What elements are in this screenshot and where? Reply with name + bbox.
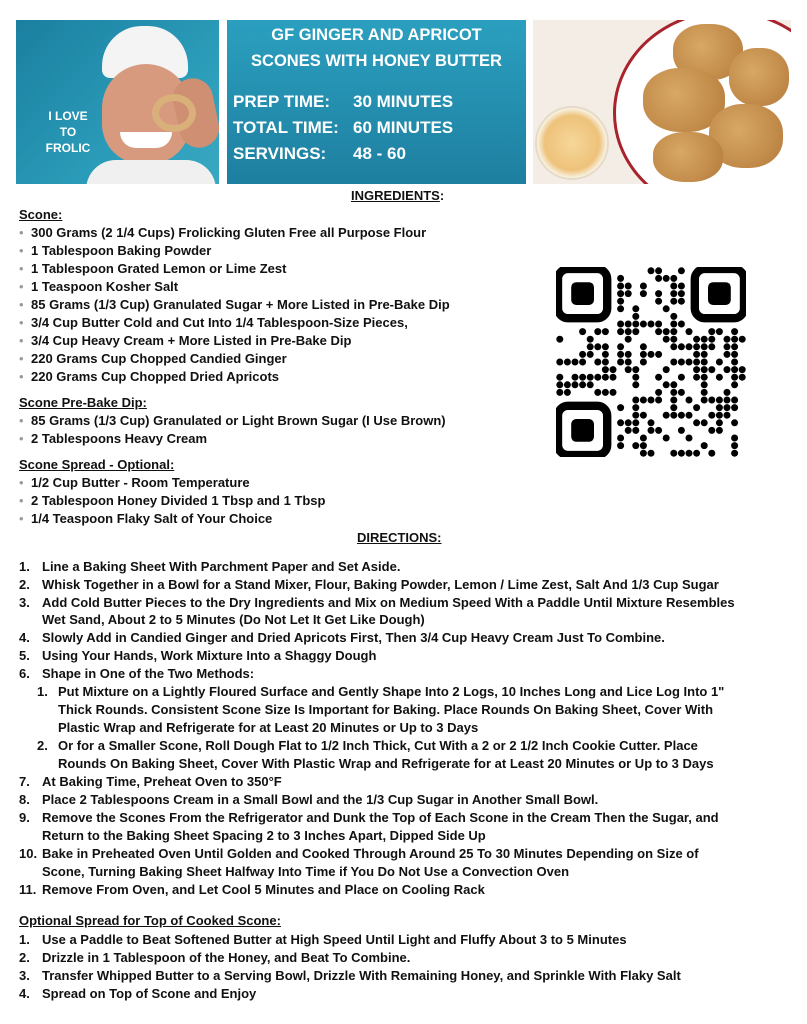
qr-module — [632, 404, 639, 411]
qr-module — [670, 328, 677, 335]
servings-label: SERVINGS: — [233, 144, 327, 163]
qr-module — [716, 427, 723, 434]
step-number: 2. — [19, 577, 30, 592]
qr-module — [708, 427, 715, 434]
qr-module — [663, 275, 670, 282]
ingredient-item: • 2 Tablespoons Heavy Cream — [19, 431, 208, 446]
qr-module — [602, 359, 609, 366]
love-line: FROLIC — [45, 141, 91, 155]
qr-module — [670, 359, 677, 366]
qr-module — [678, 343, 685, 350]
step-number: 9. — [19, 810, 30, 825]
qr-module — [693, 359, 700, 366]
qr-module — [663, 328, 670, 335]
step-number: 10. — [19, 846, 38, 861]
qr-module — [556, 374, 563, 381]
qr-module — [617, 298, 624, 305]
qr-module — [632, 412, 639, 419]
prep-time-value: 30 MINUTES — [353, 92, 454, 111]
qr-module — [670, 343, 677, 350]
qr-module — [663, 381, 670, 388]
qr-module — [670, 290, 677, 297]
qr-code[interactable] — [556, 267, 746, 457]
direction-step: 4. Slowly Add in Candied Ginger and Dried Apricots First, Then 3/4 Cup Heavy Cream Just To Combine. — [19, 630, 665, 645]
qr-module — [701, 359, 708, 366]
step-number: 2. — [37, 738, 48, 753]
qr-module — [701, 442, 708, 449]
scone-graphic — [653, 132, 723, 182]
qr-module — [564, 359, 571, 366]
qr-module — [678, 412, 685, 419]
qr-module — [686, 343, 693, 350]
ingredients-heading — [351, 188, 444, 203]
direction-step: 2. Whisk Together in a Bowl for a Stand Mixer, Flour, Baking Powder, Lemon / Lime Zest, Salt And 1/3 Cup Sugar — [19, 577, 719, 592]
qr-module — [610, 374, 617, 381]
qr-module — [610, 389, 617, 396]
qr-module — [708, 450, 715, 457]
qr-module — [587, 343, 594, 350]
qr-module — [678, 427, 685, 434]
ingredient-item: • 1 Tablespoon Baking Powder — [19, 243, 212, 258]
qr-module — [701, 374, 708, 381]
step-number: 7. — [19, 774, 30, 789]
qr-module — [587, 351, 594, 358]
ingredient-item: • 1 Teaspoon Kosher Salt — [19, 279, 179, 294]
qr-module — [731, 374, 738, 381]
qr-module — [701, 351, 708, 358]
ingredient-item: • 3/4 Cup Heavy Cream + More Listed in Pre-Bake Dip — [19, 333, 352, 348]
chef-shirt-graphic — [86, 160, 216, 184]
ingredient-item: • 1/4 Teaspoon Flaky Salt of Your Choice — [19, 511, 273, 526]
qr-module — [632, 366, 639, 373]
qr-module — [678, 321, 685, 328]
qr-module — [739, 336, 746, 343]
qr-module — [670, 450, 677, 457]
step-number: 1. — [19, 559, 30, 574]
spread-step: 3. Transfer Whipped Butter to a Serving Bowl, Drizzle With Remaining Honey, and Sprinkle With Flaky Salt — [19, 968, 681, 983]
qr-module — [556, 359, 563, 366]
qr-module — [686, 328, 693, 335]
qr-module — [724, 389, 731, 396]
ingredient-group-title: Scone Spread - Optional: — [19, 457, 175, 472]
qr-module — [648, 351, 655, 358]
love-line: TO — [59, 125, 77, 139]
qr-module — [564, 389, 571, 396]
qr-module — [655, 267, 662, 274]
qr-module — [602, 366, 609, 373]
love-to-frolic-text — [40, 108, 96, 156]
qr-module — [648, 397, 655, 404]
qr-module — [625, 366, 632, 373]
qr-module — [655, 427, 662, 434]
qr-module — [632, 397, 639, 404]
ingredient-item: • 1 Tablespoon Grated Lemon or Lime Zest — [19, 261, 287, 276]
qr-module — [655, 321, 662, 328]
qr-module — [594, 389, 601, 396]
qr-module — [678, 450, 685, 457]
qr-module — [617, 343, 624, 350]
qr-module — [724, 404, 731, 411]
qr-module — [670, 321, 677, 328]
qr-module — [708, 336, 715, 343]
qr-module — [632, 381, 639, 388]
ingredients-heading-text: INGREDIENTS — [351, 188, 440, 203]
qr-module — [708, 366, 715, 373]
qr-module — [701, 389, 708, 396]
qr-module — [617, 419, 624, 426]
ingredient-group-title: Scone: — [19, 207, 63, 222]
recipe-title-line: GF GINGER AND APRICOT — [271, 26, 482, 44]
qr-module — [693, 336, 700, 343]
qr-module — [564, 381, 571, 388]
qr-module — [594, 359, 601, 366]
qr-module — [701, 397, 708, 404]
qr-module — [731, 381, 738, 388]
qr-module — [648, 419, 655, 426]
qr-module — [617, 435, 624, 442]
ingredient-item: • 2 Tablespoon Honey Divided 1 Tbsp and 1 Tbsp — [19, 493, 326, 508]
qr-module — [678, 374, 685, 381]
qr-module — [670, 397, 677, 404]
honey-butter-bowl-graphic — [535, 106, 609, 180]
qr-module — [572, 359, 579, 366]
qr-module — [663, 366, 670, 373]
qr-module — [701, 419, 708, 426]
qr-module — [602, 351, 609, 358]
qr-module — [701, 381, 708, 388]
qr-module — [617, 404, 624, 411]
direction-substep: 1. Put Mixture on a Lightly Floured Surface and Gently Shape Into 2 Logs, 10 Inches Long and Lice Log Into 1" — [37, 684, 725, 699]
qr-module — [602, 328, 609, 335]
chef-smile-graphic — [120, 132, 172, 148]
ring-graphic — [152, 94, 196, 132]
qr-module — [670, 336, 677, 343]
directions-heading: DIRECTIONS: — [357, 530, 442, 545]
qr-module — [610, 366, 617, 373]
qr-module — [663, 412, 670, 419]
qr-module — [693, 374, 700, 381]
spread-step: 1. Use a Paddle to Beat Softened Butter at High Speed Until Light and Fluffy About 3 to 5 Minutes — [19, 932, 627, 947]
direction-substep: 2. Or for a Smaller Scone, Roll Dough Flat to 1/2 Inch Thick, Cut With a 2 or 2 1/2 Inch Cookie Cutter. Place — [37, 738, 698, 753]
qr-module — [625, 419, 632, 426]
qr-module — [625, 427, 632, 434]
qr-module — [625, 336, 632, 343]
qr-module — [640, 359, 647, 366]
qr-module — [724, 343, 731, 350]
qr-module — [617, 359, 624, 366]
qr-module — [632, 442, 639, 449]
qr-module — [587, 374, 594, 381]
qr-module — [579, 351, 586, 358]
qr-module — [724, 351, 731, 358]
step-number: 3. — [19, 595, 30, 610]
qr-module — [739, 366, 746, 373]
qr-module — [670, 313, 677, 320]
qr-module — [716, 404, 723, 411]
direction-step: 11. Remove From Oven, and Let Cool 5 Minutes and Place on Cooling Rack — [19, 882, 485, 897]
qr-module — [556, 389, 563, 396]
qr-module — [655, 298, 662, 305]
step-number: 5. — [19, 648, 30, 663]
qr-module — [686, 359, 693, 366]
total-time-value: 60 MINUTES — [353, 118, 454, 137]
qr-module — [716, 328, 723, 335]
qr-module — [572, 374, 579, 381]
direction-step: 7. At Baking Time, Preheat Oven to 350°F — [19, 774, 282, 789]
qr-module — [625, 283, 632, 290]
qr-module — [632, 328, 639, 335]
qr-module — [731, 359, 738, 366]
total-time-label: TOTAL TIME: — [233, 118, 339, 137]
qr-finder-center — [571, 419, 594, 442]
step-number: 6. — [19, 666, 30, 681]
qr-module — [579, 381, 586, 388]
qr-module — [693, 450, 700, 457]
qr-module — [602, 343, 609, 350]
qr-module — [655, 290, 662, 297]
ingredient-item: • 3/4 Cup Butter Cold and Cut Into 1/4 Tablespoon-Size Pieces, — [19, 315, 408, 330]
qr-module — [632, 305, 639, 312]
direction-step-continuation: Return to the Baking Sheet Spacing 2 to 3 Inches Apart, Dipped Side Up — [42, 828, 486, 843]
direction-step-continuation: Thick Rounds. Consistent Scone Size Is Important for Baking. Place Rounds On Baking Sheet, Cover With — [58, 702, 714, 717]
step-number: 4. — [19, 630, 30, 645]
qr-module — [678, 290, 685, 297]
qr-module — [640, 343, 647, 350]
ingredient-item: • 1/2 Cup Butter - Room Temperature — [19, 475, 250, 490]
direction-step: 6. Shape in One of the Two Methods: — [19, 666, 255, 681]
recipe-title-box — [227, 20, 526, 184]
qr-module — [716, 397, 723, 404]
qr-module — [731, 343, 738, 350]
qr-module — [701, 366, 708, 373]
qr-module — [594, 343, 601, 350]
servings-value: 48 - 60 — [353, 144, 406, 163]
qr-module — [731, 336, 738, 343]
spread-step: 4. Spread on Top of Scone and Enjoy — [19, 986, 257, 1001]
qr-module — [625, 328, 632, 335]
qr-module — [640, 442, 647, 449]
qr-module — [670, 275, 677, 282]
qr-module — [731, 442, 738, 449]
ingredient-item: • 220 Grams Cup Chopped Dried Apricots — [19, 369, 280, 384]
ingredient-item: • 85 Grams (1/3 Cup) Granulated or Light Brown Sugar (I Use Brown) — [19, 413, 446, 428]
qr-module — [731, 397, 738, 404]
qr-module — [617, 275, 624, 282]
qr-module — [663, 435, 670, 442]
prep-time-label: PREP TIME: — [233, 92, 330, 111]
qr-module — [572, 381, 579, 388]
qr-module — [693, 404, 700, 411]
spread-heading: Optional Spread for Top of Cooked Scone: — [19, 913, 281, 928]
step-number: 1. — [37, 684, 48, 699]
qr-module — [686, 397, 693, 404]
qr-module — [640, 397, 647, 404]
qr-module — [731, 419, 738, 426]
qr-module — [686, 435, 693, 442]
qr-module — [724, 366, 731, 373]
qr-module — [640, 321, 647, 328]
qr-module — [678, 359, 685, 366]
step-number: 3. — [19, 968, 30, 983]
direction-step-continuation: Scone, Turning Baking Sheet Halfway Into Time if You Do Not Use a Convection Oven — [42, 864, 570, 879]
qr-module — [640, 290, 647, 297]
direction-step: 10. Bake in Preheated Oven Until Golden and Cooked Through Around 25 To 30 Minutes Depending on Size of — [19, 846, 699, 861]
qr-finder-center — [571, 282, 594, 305]
qr-module — [655, 328, 662, 335]
qr-module — [632, 374, 639, 381]
qr-module — [693, 419, 700, 426]
qr-module — [579, 374, 586, 381]
qr-module — [731, 351, 738, 358]
qr-module — [632, 313, 639, 320]
recipe-title-line: SCONES WITH HONEY BUTTER — [251, 52, 502, 70]
scones-photo — [533, 20, 791, 184]
spread-step: 2. Drizzle in 1 Tablespoon of the Honey, and Beat To Combine. — [19, 950, 411, 965]
step-number: 11. — [19, 882, 37, 897]
qr-module — [716, 359, 723, 366]
direction-step-continuation: Plastic Wrap and Refrigerate for at Least 20 Minutes or Up to 3 Days — [58, 720, 479, 735]
qr-module — [686, 450, 693, 457]
qr-module — [640, 351, 647, 358]
qr-module — [617, 351, 624, 358]
qr-module — [617, 321, 624, 328]
qr-module — [617, 442, 624, 449]
direction-step: 1. Line a Baking Sheet With Parchment Paper and Set Aside. — [19, 559, 401, 574]
qr-module — [579, 359, 586, 366]
qr-finder-center — [708, 282, 731, 305]
ingredient-group-title: Scone Pre-Bake Dip: — [19, 395, 147, 410]
qr-module — [640, 283, 647, 290]
qr-module — [731, 366, 738, 373]
qr-module — [640, 412, 647, 419]
ingredients-heading-colon: : — [439, 188, 445, 203]
direction-step: 8. Place 2 Tablespoons Cream in a Small Bowl and the 1/3 Cup Sugar in Another Small Bowl. — [19, 792, 599, 807]
qr-module — [686, 412, 693, 419]
qr-module — [693, 343, 700, 350]
qr-module — [731, 328, 738, 335]
step-number: 8. — [19, 792, 30, 807]
qr-module — [663, 305, 670, 312]
qr-module — [678, 298, 685, 305]
qr-module — [625, 321, 632, 328]
qr-module — [625, 359, 632, 366]
qr-module — [731, 404, 738, 411]
qr-module — [708, 328, 715, 335]
qr-module — [648, 321, 655, 328]
direction-step: 9. Remove the Scones From the Refrigerator and Dunk the Top of Each Scone in the Cream Then the Sugar, and — [19, 810, 719, 825]
qr-module — [587, 336, 594, 343]
qr-module — [678, 389, 685, 396]
qr-module — [587, 381, 594, 388]
ingredient-item: • 300 Grams (2 1/4 Cups) Frolicking Gluten Free all Purpose Flour — [19, 225, 427, 240]
qr-module — [724, 412, 731, 419]
qr-module — [708, 412, 715, 419]
qr-module — [716, 419, 723, 426]
scone-graphic — [729, 48, 789, 106]
qr-module — [693, 351, 700, 358]
qr-module — [648, 427, 655, 434]
qr-module — [670, 381, 677, 388]
qr-module — [716, 412, 723, 419]
qr-module — [632, 321, 639, 328]
qr-module — [670, 283, 677, 290]
step-number: 1. — [19, 932, 30, 947]
qr-module — [670, 404, 677, 411]
qr-module — [663, 336, 670, 343]
qr-module — [617, 283, 624, 290]
qr-module — [632, 427, 639, 434]
qr-module — [731, 450, 738, 457]
qr-module — [724, 397, 731, 404]
qr-module — [648, 450, 655, 457]
qr-module — [594, 374, 601, 381]
qr-module — [556, 336, 563, 343]
qr-module — [716, 374, 723, 381]
qr-module — [739, 374, 746, 381]
love-line: I LOVE — [48, 109, 88, 123]
qr-module — [708, 397, 715, 404]
qr-module — [594, 328, 601, 335]
ingredient-item: • 85 Grams (1/3 Cup) Granulated Sugar + More Listed in Pre-Bake Dip — [19, 297, 450, 312]
qr-module — [678, 283, 685, 290]
qr-module — [655, 389, 662, 396]
ingredient-item: • 220 Grams Cup Chopped Candied Ginger — [19, 351, 287, 366]
chef-photo — [16, 20, 219, 184]
qr-module — [556, 381, 563, 388]
qr-module — [648, 267, 655, 274]
qr-module — [731, 435, 738, 442]
qr-module — [655, 374, 662, 381]
qr-module — [701, 336, 708, 343]
qr-module — [655, 351, 662, 358]
direction-step-continuation: Wet Sand, About 2 to 5 Minutes (Do Not Let It Get Like Dough) — [42, 612, 425, 627]
qr-module — [617, 290, 624, 297]
qr-module — [655, 397, 662, 404]
qr-module — [678, 267, 685, 274]
qr-module — [640, 450, 647, 457]
qr-module — [632, 419, 639, 426]
qr-module — [655, 275, 662, 282]
qr-module — [670, 412, 677, 419]
direction-step: 3. Add Cold Butter Pieces to the Dry Ingredients and Mix on Medium Speed With a Paddle Until Mixture Resembles — [19, 595, 735, 610]
qr-module — [617, 328, 624, 335]
qr-module — [617, 305, 624, 312]
step-number: 4. — [19, 986, 30, 1001]
qr-module — [724, 336, 731, 343]
qr-module — [579, 328, 586, 335]
qr-module — [640, 435, 647, 442]
qr-module — [708, 343, 715, 350]
qr-module — [625, 290, 632, 297]
qr-module — [693, 366, 700, 373]
qr-module — [701, 343, 708, 350]
qr-module — [625, 351, 632, 358]
qr-module — [670, 298, 677, 305]
qr-module — [602, 374, 609, 381]
qr-module — [602, 389, 609, 396]
qr-module — [670, 389, 677, 396]
direction-step: 5. Using Your Hands, Work Mixture Into a Shaggy Dough — [19, 648, 377, 663]
step-number: 2. — [19, 950, 30, 965]
direction-step-continuation: Rounds On Baking Sheet, Cover With Plastic Wrap and Refrigerate for at Least 20 Minutes or Up to 3 Days — [58, 756, 714, 771]
